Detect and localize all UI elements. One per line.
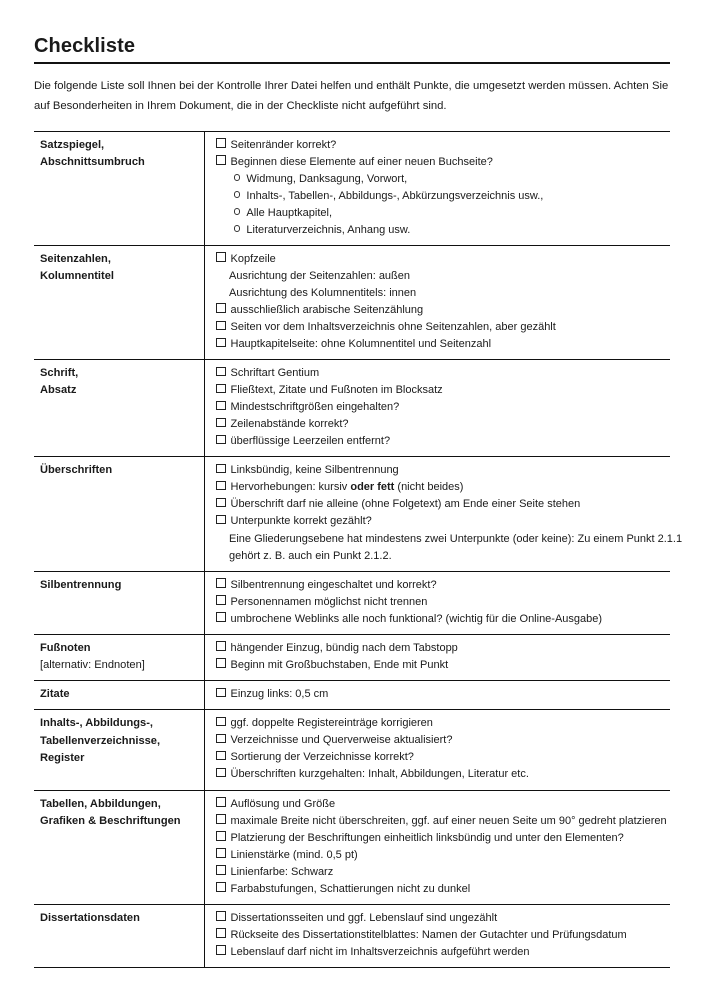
checkbox-icon[interactable] [216,688,226,698]
checklist-item[interactable] [216,416,670,433]
checklist-item[interactable] [216,336,670,353]
category-label: Register [40,751,85,764]
checklist-item[interactable] [216,513,670,530]
checklist-item[interactable] [216,766,670,783]
checkbox-icon[interactable] [216,155,226,165]
checklist-items-cell [205,790,671,904]
checklist-item-label: Platzierung der Beschriftungen einheitlich linksbündig und unter den Elementen? [230,831,624,844]
checklist-item[interactable] [216,154,670,171]
checklist-item[interactable] [216,251,670,268]
checklist-item-label: Sortierung der Verzeichnisse korrekt? [230,751,414,764]
checklist-item-label: Linksbündig, keine Silbentrennung [230,464,399,477]
checkbox-icon[interactable] [216,612,226,622]
checklist-row [34,904,670,967]
checklist-note-line: gehört z. B. auch ein Punkt 2.1.2. [229,549,392,562]
checklist-items-cell [205,681,671,710]
checklist-item-label: Seiten vor dem Inhaltsverzeichnis ohne Seitenzahlen, aber gezählt [230,321,556,333]
checkbox-icon[interactable] [216,367,226,377]
checklist-items-cell [205,634,671,680]
checklist-item-label: Kopfzeile [230,252,276,265]
checkbox-icon[interactable] [216,464,226,474]
checklist-sub-item-label: Literaturverzeichnis, Anhang usw. [246,223,411,236]
checklist-row [34,131,670,245]
category-label: Tabellen, Abbildungen, [40,797,161,810]
checklist-items-cell [205,571,671,634]
checklist-item-label: Hervorhebungen: kursiv oder fett (nicht beides) [230,481,464,494]
checklist-item-label: Farbabstufungen, Schattierungen nicht zu dunkel [230,882,471,895]
checklist-sub-item [216,205,670,222]
checklist-item-label: Überschrift darf nie alleine (ohne Folgetext) am Ende einer Seite stehen [230,498,581,511]
hollow-circle-bullet-icon [234,208,240,214]
checklist-item-label: Mindestschriftgrößen eingehalten? [230,401,400,414]
checklist-item[interactable] [216,433,670,450]
checkbox-icon[interactable] [216,418,226,428]
checklist-body [34,131,683,967]
checklist-category-cell [34,710,205,790]
checklist-item[interactable] [216,657,670,674]
checklist-item-label: Zeilenabstände korrekt? [230,418,349,431]
checkbox-icon[interactable] [216,338,226,348]
checklist-item[interactable] [216,910,670,927]
category-label: Überschriften [40,464,113,477]
category-label: Satzspiegel, [40,138,105,151]
checkbox-icon[interactable] [216,928,226,938]
checklist-item-label: Auflösung und Größe [230,797,336,810]
checklist-note-line: Ausrichtung des Kolumnentitels: innen [229,286,417,299]
checklist-item-label: Verzeichnisse und Querverweise aktualisiert? [230,734,453,747]
checkbox-icon[interactable] [216,641,226,651]
checklist-sub-item [216,188,670,205]
checklist-item[interactable] [216,686,670,703]
intro-paragraph: Die folgende Liste soll Ihnen bei der Kontrolle Ihrer Datei helfen und enthält Punkte, die umgesetzt werden müssen. Achten Sie auf Besonderheiten in Ihrem Dokument, die in der Checkliste nicht aufgeführt sind. [34,80,669,112]
checklist-row [34,245,670,359]
checklist-item[interactable] [216,399,670,416]
category-label: Kolumnentitel [40,270,114,282]
category-label: [alternativ: Endnoten] [40,658,145,671]
checklist-sub-item [216,222,670,239]
checkbox-icon[interactable] [216,401,226,411]
checkbox-icon[interactable] [216,848,226,858]
checklist-row [34,681,670,710]
checkbox-icon[interactable] [216,303,226,313]
checkbox-icon[interactable] [216,734,226,744]
checkbox-icon[interactable] [216,481,226,491]
checklist-item[interactable] [216,479,670,496]
checklist-item-label: umbrochene Weblinks alle noch funktional? (wichtig für die Online-Ausgabe) [230,612,603,625]
checkbox-icon[interactable] [216,321,226,331]
checklist-category-cell [34,245,205,359]
checklist-sub-item-label: Inhalts-, Tabellen-, Abbildungs-, Abkürzungsverzeichnis usw., [246,189,544,202]
checklist-category-cell [34,360,205,457]
checkbox-icon[interactable] [216,814,226,824]
checklist-item-label: maximale Breite nicht überschreiten, ggf. auf einer neuen Seite um 90° gedreht platzieren [230,814,667,827]
checklist-item[interactable] [216,796,670,813]
category-label: Grafiken & Beschriftungen [40,814,181,827]
checklist-item-label: Überschriften kurzgehalten: Inhalt, Abbildungen, Literatur etc. [230,768,529,781]
checkbox-icon[interactable] [216,911,226,921]
checkbox-icon[interactable] [216,865,226,875]
checklist-item-label: Fließtext, Zitate und Fußnoten im Blocksatz [230,384,443,397]
checklist-item[interactable] [216,830,670,847]
checkbox-icon[interactable] [216,831,226,841]
checklist-item[interactable] [216,302,670,319]
checklist-item[interactable] [216,847,670,864]
checklist-item-label: Personennamen möglichst nicht trennen [230,595,428,608]
checklist-item-label: Schriftart Gentium [230,367,320,380]
checklist-category-cell [34,904,205,967]
checkbox-icon[interactable] [216,797,226,807]
checklist-item-label: ggf. doppelte Registereinträge korrigieren [230,717,433,730]
checklist-item-label: Linienfarbe: Schwarz [230,865,334,878]
checklist-item-label: überflüssige Leerzeilen entfernt? [230,435,391,448]
checklist-item-label: Dissertationsseiten und ggf. Lebenslauf sind ungezählt [230,911,498,924]
checkbox-icon[interactable] [216,751,226,761]
checklist-item[interactable] [216,749,670,766]
checkbox-icon[interactable] [216,882,226,892]
checklist-category-cell [34,571,205,634]
checklist-item[interactable] [216,319,670,336]
checkbox-icon[interactable] [216,435,226,445]
checklist-row [34,790,670,904]
checklist-note-line: Eine Gliederungsebene hat mindestens zwei Unterpunkte (oder keine): Zu einem Punkt 2.1.1 [229,532,683,545]
checklist-row [34,360,670,457]
checklist-items-cell [205,245,671,359]
checklist-item-label: Beginn mit Großbuchstaben, Ende mit Punkt [230,658,449,671]
checklist-sub-item [216,171,670,188]
checklist-row [34,571,670,634]
category-label: Dissertationsdaten [40,911,140,924]
emphasis-text: oder fett [350,481,395,494]
checklist-item[interactable] [216,496,670,513]
checklist-item[interactable] [216,864,670,881]
category-label: Silbentrennung [40,578,122,591]
checklist-row [34,457,670,571]
checkbox-icon[interactable] [216,717,226,727]
checklist-item-label: Lebenslauf darf nicht im Inhaltsverzeichnis aufgeführt werden [230,945,530,958]
checklist-item[interactable] [216,813,670,830]
checklist-items-cell [205,904,671,967]
checklist-table [34,131,683,968]
checklist-note-line: Ausrichtung der Seitenzahlen: außen [229,269,411,282]
checklist-item[interactable] [216,640,670,657]
checklist-category-cell [34,681,205,710]
category-label: Schrift, [40,367,79,380]
checklist-item[interactable] [216,382,670,399]
checklist-items-cell [205,457,683,571]
checklist-item[interactable] [216,594,670,611]
checklist-category-cell [34,457,205,571]
hollow-circle-bullet-icon [234,174,240,180]
checklist-item[interactable] [216,881,670,898]
checklist-row [34,710,670,790]
checklist-item-label: Rückseite des Dissertationstitelblattes: Namen der Gutachter und Prüfungsdatum [230,928,627,941]
checklist-item[interactable] [216,927,670,944]
checkbox-icon[interactable] [216,384,226,394]
checklist-item-label: Einzug links: 0,5 cm [230,688,329,701]
checklist-item-label: Seitenränder korrekt? [230,138,337,151]
checkbox-icon[interactable] [216,252,226,262]
checklist-items-cell [205,710,671,790]
checklist-item-label: hängender Einzug, bündig nach dem Tabstopp [230,641,458,654]
checklist-items-cell [205,131,671,245]
checklist-row [34,634,670,680]
hollow-circle-bullet-icon [234,225,240,231]
page-title: Checkliste [34,34,670,64]
checkbox-icon[interactable] [216,768,226,778]
checkbox-icon[interactable] [216,138,226,148]
checklist-items-cell [205,360,671,457]
hollow-circle-bullet-icon [234,191,240,197]
checklist-item[interactable] [216,611,670,628]
checklist-item[interactable] [216,715,670,732]
checklist-item-label: Hauptkapitelseite: ohne Kolumnentitel und Seitenzahl [230,338,492,351]
checkbox-icon[interactable] [216,515,226,525]
checklist-item-label: Linienstärke (mind. 0,5 pt) [230,848,358,861]
category-label: Seitenzahlen, [40,252,111,265]
checklist-category-cell [34,634,205,680]
checkbox-icon[interactable] [216,658,226,668]
category-label: Zitate [40,688,70,701]
checklist-item[interactable] [216,732,670,749]
checkbox-icon[interactable] [216,498,226,508]
checklist-item[interactable] [216,944,670,961]
checklist-item-label: Beginnen diese Elemente auf einer neuen Buchseite? [230,155,493,168]
category-label: Inhalts-, Abbildungs-, [40,717,153,730]
checklist-sub-item-label: Alle Hauptkapitel, [246,206,332,219]
checklist-category-cell [34,790,205,904]
checklist-sub-item-label: Widmung, Danksagung, Vorwort, [246,172,408,185]
category-label: Tabellenverzeichnisse, [40,734,161,747]
checklist-item-label: ausschließlich arabische Seitenzählung [230,303,424,316]
checkbox-icon[interactable] [216,578,226,588]
category-label: Absatz [40,384,77,397]
checklist-item[interactable] [216,137,670,154]
checklist-item[interactable] [216,365,670,382]
category-label: Fußnoten [40,641,91,654]
checklist-item[interactable] [216,577,670,594]
checklist-item-label: Silbentrennung eingeschaltet und korrekt? [230,578,437,591]
checkbox-icon[interactable] [216,595,226,605]
checkbox-icon[interactable] [216,945,226,955]
category-label: Abschnittsumbruch [40,155,145,168]
checklist-item-label: Unterpunkte korrekt gezählt? [230,515,372,528]
checklist-category-cell [34,131,205,245]
checklist-item[interactable] [216,462,670,479]
